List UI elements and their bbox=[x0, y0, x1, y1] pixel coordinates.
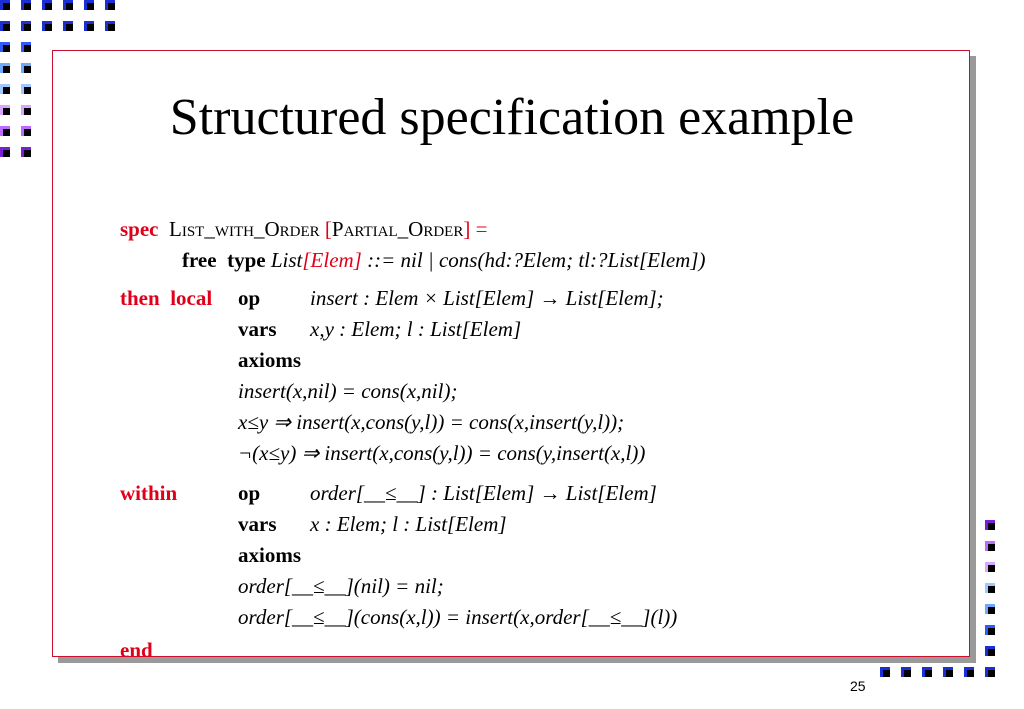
keyword-type: type bbox=[227, 248, 266, 272]
keyword-vars-1: vars bbox=[238, 317, 277, 341]
decorative-square bbox=[0, 42, 10, 52]
keyword-within: within bbox=[120, 481, 178, 505]
order-signature: order[__≤__] : List[Elem] → List[Elem] bbox=[310, 481, 657, 505]
decorative-square bbox=[0, 21, 10, 31]
list-type-name: List bbox=[270, 248, 303, 272]
keyword-axioms-1: axioms bbox=[238, 348, 301, 372]
keyword-vars-2: vars bbox=[238, 512, 277, 536]
decorative-square bbox=[105, 21, 115, 31]
decorative-square bbox=[985, 541, 995, 551]
axiom-insert-nil: insert(x,nil) = cons(x,nil); bbox=[238, 379, 458, 403]
decorative-square bbox=[985, 625, 995, 635]
free-type-line bbox=[182, 248, 706, 273]
decorative-square bbox=[880, 667, 890, 677]
decorative-square bbox=[21, 21, 31, 31]
keyword-axioms-2: axioms bbox=[238, 543, 301, 567]
axiom-order-nil: order[__≤__](nil) = nil; bbox=[238, 574, 444, 598]
decorative-square bbox=[105, 0, 115, 10]
keyword-spec: spec bbox=[120, 217, 159, 241]
keyword-op-1: op bbox=[238, 286, 261, 310]
decorative-square bbox=[964, 667, 974, 677]
decorative-square bbox=[63, 21, 73, 31]
keyword-free: free bbox=[182, 248, 217, 272]
page-number: 25 bbox=[850, 678, 866, 694]
decorative-square bbox=[0, 63, 10, 73]
decorative-square bbox=[922, 667, 932, 677]
decorative-square bbox=[985, 583, 995, 593]
decorative-square bbox=[985, 562, 995, 572]
decorative-square bbox=[985, 667, 995, 677]
insert-signature: insert : Elem × List[Elem] → List[Elem]; bbox=[310, 286, 664, 310]
decorative-square bbox=[21, 147, 31, 157]
keyword-op-2: op bbox=[238, 481, 261, 505]
decorative-square bbox=[985, 604, 995, 614]
elem-parameter: [Elem] bbox=[302, 248, 362, 272]
bracket-close-equals: ] = bbox=[463, 217, 488, 241]
keyword-then: then bbox=[120, 286, 160, 310]
axiom-order-cons: order[__≤__](cons(x,l)) = insert(x,order[__≤__](l)) bbox=[238, 605, 678, 629]
slide-title: Structured specification example bbox=[169, 89, 855, 146]
spec-parameter: Partial_Order bbox=[331, 217, 464, 241]
type-definition: ::= nil | cons(hd:?Elem; tl:?List[Elem]) bbox=[361, 248, 706, 272]
vars-declaration-1: x,y : Elem; l : List[Elem] bbox=[310, 317, 522, 341]
vars-declaration-2: x : Elem; l : List[Elem] bbox=[310, 512, 507, 536]
decorative-square bbox=[84, 0, 94, 10]
decorative-square bbox=[84, 21, 94, 31]
axiom-insert-not-le: ¬(x≤y) ⇒ insert(x,cons(y,l)) = cons(y,insert(x,l)) bbox=[238, 441, 646, 465]
decorative-square bbox=[63, 0, 73, 10]
spec-header-line bbox=[120, 217, 487, 242]
decorative-square bbox=[985, 520, 995, 530]
decorative-square bbox=[21, 63, 31, 73]
bracket-open: [ bbox=[324, 217, 332, 241]
decorative-square bbox=[21, 0, 31, 10]
decorative-square bbox=[42, 0, 52, 10]
keyword-local: local bbox=[170, 286, 213, 310]
decorative-square bbox=[0, 147, 10, 157]
axiom-insert-le: x≤y ⇒ insert(x,cons(y,l)) = cons(x,insert(y,l)); bbox=[238, 410, 625, 434]
spec-name: List_with_Order bbox=[169, 217, 320, 241]
then-local-keywords bbox=[120, 286, 212, 311]
decorative-square bbox=[21, 42, 31, 52]
decorative-square bbox=[42, 21, 52, 31]
decorative-square bbox=[0, 0, 10, 10]
decorative-square bbox=[943, 667, 953, 677]
decorative-square bbox=[901, 667, 911, 677]
decorative-square bbox=[985, 646, 995, 656]
keyword-end: end bbox=[120, 638, 153, 662]
